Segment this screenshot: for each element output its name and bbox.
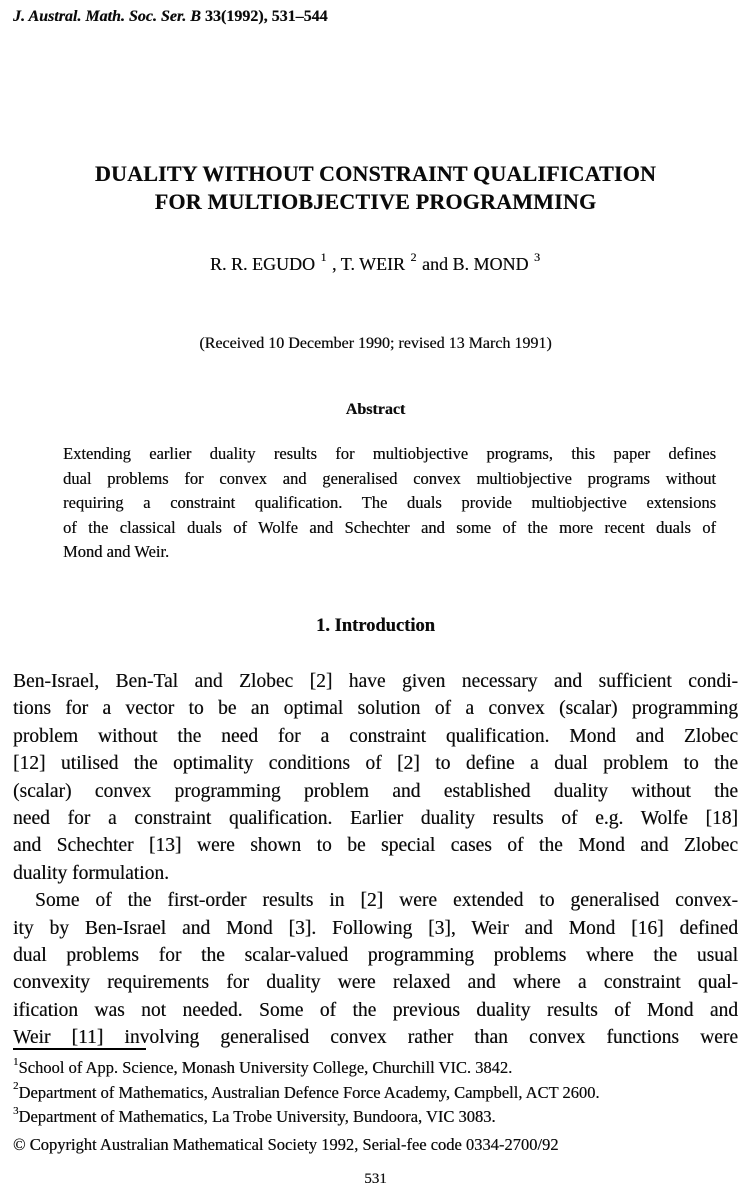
text-line: dual problems for convex and generalised convex multiobjective programs without <box>63 468 716 488</box>
footnotes-block <box>13 1056 738 1130</box>
paper-title <box>13 160 738 216</box>
abstract-heading: Abstract <box>345 401 406 418</box>
text-line: Weir [11] involving generalised convex rather than convex functions were <box>13 1027 738 1049</box>
copyright-line: © Copyright Australian Mathematical Society 1992, Serial-fee code 0334-2700/92 <box>13 1134 559 1154</box>
text-line: Some of the first-order results in [2] were extended to generalised convex- <box>35 890 738 912</box>
page-number: 531 <box>364 1171 387 1187</box>
text-line: convexity requirements for duality were relaxed and where a constraint qual- <box>13 972 738 994</box>
text-line: duality formulation. <box>13 862 169 884</box>
text-line: problem without the need for a constraint qualification. Mond and Zlobec <box>13 725 738 747</box>
text-line: Mond and Weir. <box>63 542 170 562</box>
received-date: (Received 10 December 1990; revised 13 March 1991) <box>199 335 552 352</box>
text-line: of the classical duals of Wolfe and Schechter and some of the more recent duals of <box>63 517 716 537</box>
author-footnote-marker: 3 <box>534 250 541 264</box>
section-heading-introduction: 1. Introduction <box>316 615 435 636</box>
introduction-body <box>13 668 738 1052</box>
text-line: ity by Ben-Israel and Mond [3]. Following [3], Weir and Mond [16] defined <box>13 917 738 939</box>
text-line: (scalar) convex programming problem and established duality without the <box>13 780 738 802</box>
paragraph <box>13 887 738 1051</box>
footnote: $^1$School of App. Science, Monash University College, Churchill VIC. 3842. <box>13 1055 513 1077</box>
text-line: Ben-Israel, Ben-Tal and Zlobec [2] have given necessary and sufficient condi- <box>13 670 738 692</box>
text-line: requiring a constraint qualification. The duals provide multiobjective extensions <box>63 493 716 513</box>
text-line: Extending earlier duality results for multiobjective programs, this paper defines <box>63 444 716 463</box>
footnote-rule <box>13 1048 146 1050</box>
page-footer <box>13 1048 738 1188</box>
paragraph <box>13 668 738 887</box>
journal-volume-pages: 33(1992), 531–544 <box>204 8 328 25</box>
paper-title-line1: DUALITY WITHOUT CONSTRAINT QUALIFICATION <box>94 161 657 186</box>
journal-header <box>13 8 738 26</box>
footnote-marker: 1 <box>13 1055 19 1068</box>
text-line: dual problems for the scalar-valued programming problems where the usual <box>13 945 738 967</box>
journal-name: J. Austral. Math. Soc. Ser. B <box>13 8 205 25</box>
abstract-text <box>63 442 716 565</box>
text-line: need for a constraint qualification. Earlier duality results of e.g. Wolfe [18] <box>13 808 738 829</box>
footnote: $^3$Department of Mathematics, La Trobe University, Bundoora, VIC 3083. <box>13 1104 496 1126</box>
text-line: [12] utilised the optimality conditions of [2] to define a dual problem to the <box>13 753 738 775</box>
text-line: tions for a vector to be an optimal solution of a convex (scalar) programming <box>13 698 738 720</box>
author-footnote-marker: 2 <box>410 250 417 264</box>
footnote-marker: 3 <box>13 1104 19 1117</box>
footnote-marker: 2 <box>13 1080 19 1092</box>
footnote: $^2$Department of Mathematics, Australian Defence Force Academy, Campbell, ACT 2600. <box>13 1080 600 1102</box>
author-footnote-marker: 1 <box>320 250 327 264</box>
text-line: ification was not needed. Some of the previous duality results of Mond and <box>13 999 738 1021</box>
text-line: and Schechter [13] were shown to be special cases of the Mond and Zlobec <box>13 835 738 857</box>
authors-line: R. R. EGUDO $^1$ , T. WEIR $^2$ and B. MOND $^3$ <box>209 250 541 274</box>
paper-title-line2: FOR MULTIOBJECTIVE PROGRAMMING <box>154 189 597 214</box>
